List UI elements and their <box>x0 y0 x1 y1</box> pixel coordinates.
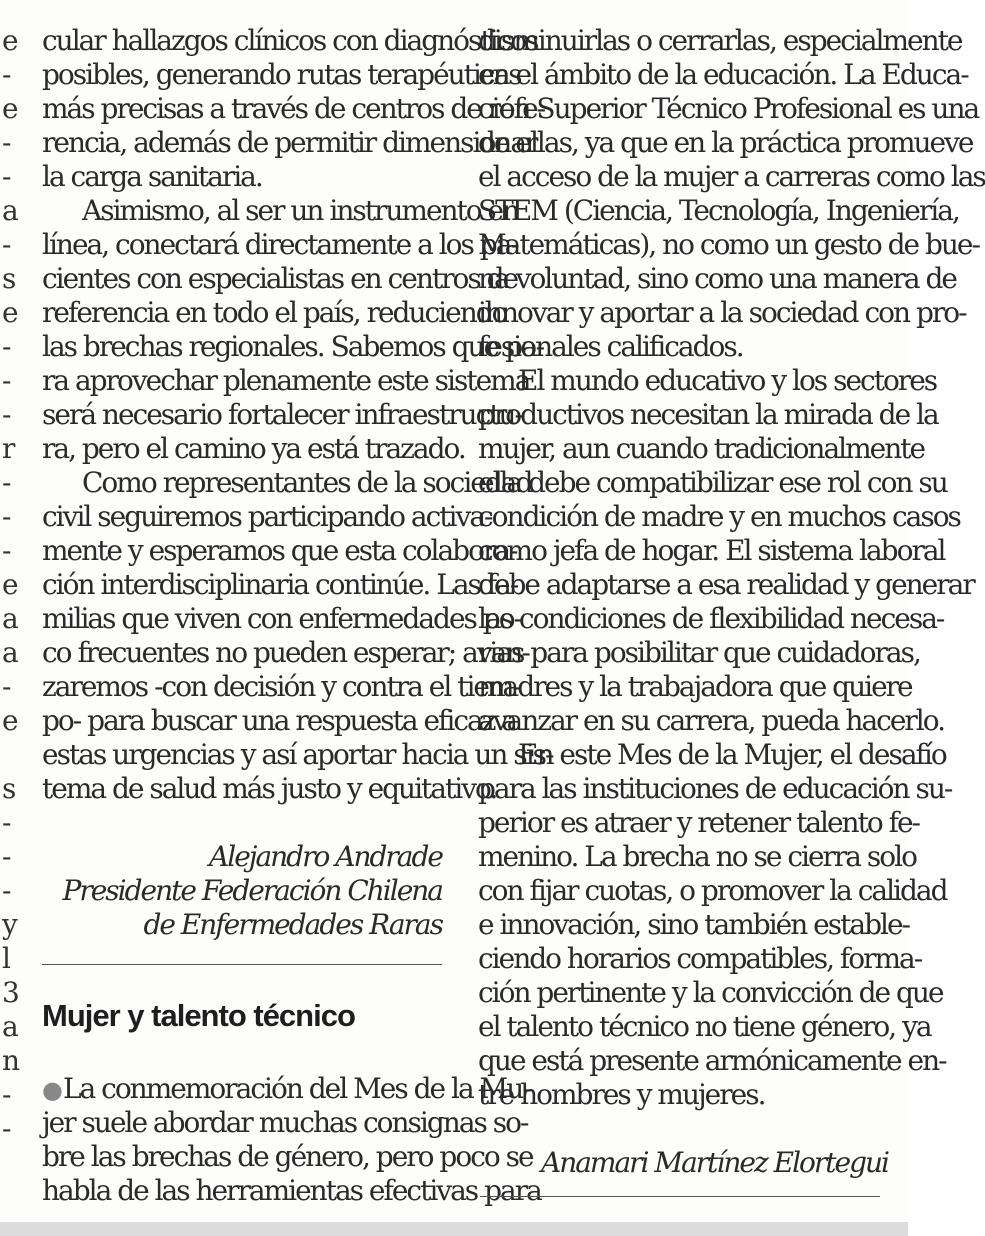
body-line: ●La conmemoración del Mes de la Mu- <box>42 1072 530 1105</box>
body-line: más precisas a través de centros de refe- <box>42 92 545 125</box>
body-line: rencia, además de permitir dimensionar <box>42 126 537 159</box>
body-line: como jefa de hogar. El sistema laboral <box>478 534 945 567</box>
edge-fragment: - <box>2 398 12 431</box>
body-line: ra, pero el camino ya está trazado. <box>42 432 465 465</box>
edge-fragment: - <box>2 126 12 159</box>
section-divider <box>480 1196 880 1197</box>
body-line: mujer, aun cuando tradicionalmente <box>478 432 925 465</box>
edge-fragment: - <box>2 534 12 567</box>
article-column-middle <box>42 24 553 942</box>
body-line: fesionales calificados. <box>478 330 743 363</box>
body-line: tema de salud más justo y equitativo. <box>42 772 497 805</box>
edge-fragment: - <box>2 330 12 363</box>
edge-fragment: e <box>2 568 19 601</box>
body-line: debe adaptarse a esa realidad y generar <box>478 568 974 601</box>
body-line: milias que viven con enfermedades po- <box>42 602 522 635</box>
edge-fragment: e <box>2 92 19 125</box>
edge-fragment: - <box>2 160 12 193</box>
body-line: el talento técnico no tiene género, ya <box>478 1010 931 1043</box>
body-line: ción pertinente y la convicción de que <box>478 976 943 1009</box>
body-line: madres y la trabajadora que quiere <box>478 670 912 703</box>
edge-fragment <box>2 738 18 772</box>
body-line: Como representantes de la sociedad <box>82 466 532 499</box>
body-line: Asimismo, al ser un instrumento en <box>82 194 519 227</box>
edge-fragment: - <box>2 466 12 499</box>
body-line: la carga sanitaria. <box>42 160 262 193</box>
edge-fragment: s <box>2 772 17 805</box>
body-line: mente y esperamos que esta colabora- <box>42 534 517 567</box>
section-divider <box>42 964 442 965</box>
body-line: e innovación, sino también estable- <box>478 908 909 941</box>
body-line: civil seguiremos participando activa- <box>42 500 492 533</box>
author-role: de Enfermedades Raras <box>143 908 442 941</box>
body-line: condición de madre y en muchos casos <box>478 500 960 533</box>
body-line: que está presente armónicamente en- <box>478 1044 946 1077</box>
body-line: productivos necesitan la mirada de la <box>478 398 938 431</box>
edge-fragment: a <box>2 194 19 227</box>
body-line: ciendo horarios compatibles, forma- <box>478 942 922 975</box>
edge-fragment: a <box>2 636 19 669</box>
edge-fragment: a <box>2 1010 19 1043</box>
body-line: innovar y aportar a la sociedad con pro- <box>478 296 966 329</box>
body-line: STEM (Ciencia, Tecnología, Ingeniería, <box>478 194 959 227</box>
edge-fragment: - <box>2 1078 12 1111</box>
body-line: el acceso de la mujer a carreras como las <box>478 160 985 193</box>
edge-fragment: s <box>2 262 17 295</box>
body-line: disminuirlas o cerrarlas, especialmente <box>478 24 962 57</box>
edge-fragment: - <box>2 364 12 397</box>
second-article-start <box>42 1072 541 1208</box>
body-line: ella debe compatibilizar ese rol con su <box>478 466 947 499</box>
body-line: bre las brechas de género, pero poco se <box>42 1140 533 1173</box>
body-line: na voluntad, sino como una manera de <box>478 262 956 295</box>
body-line: En este Mes de la Mujer, el desafío <box>518 738 946 771</box>
article-column-right <box>478 24 985 1180</box>
body-line: Matemáticas), no como un gesto de bue- <box>478 228 979 261</box>
edge-fragment: - <box>2 840 12 873</box>
edge-fragment: - <box>2 1112 12 1145</box>
body-line: línea, conectará directamente a los pa- <box>42 228 518 261</box>
body-line: con fijar cuotas, o promover la calidad <box>478 874 947 907</box>
edge-fragment: - <box>2 874 12 907</box>
body-line: las brechas regionales. Sabemos que pa- <box>42 330 544 363</box>
body-line: perior es atraer y retener talento fe- <box>478 806 919 839</box>
body-line: po- para buscar una respuesta eficaz a <box>42 704 517 737</box>
body-line: cientes con especialistas en centros de <box>42 262 518 295</box>
body-line: ción Superior Técnico Profesional es una <box>478 92 979 125</box>
body-line: avanzar en su carrera, pueda hacerlo. <box>478 704 944 737</box>
edge-fragment: r <box>2 432 16 465</box>
left-edge-fragments <box>2 24 21 1146</box>
body-line: zaremos -con decisión y contra el tiem- <box>42 670 520 703</box>
edge-fragment: - <box>2 58 12 91</box>
author-name: Anamari Martínez Elortegui <box>540 1146 888 1179</box>
body-line: co frecuentes no pueden esperar; avan- <box>42 636 529 669</box>
article-heading: Mujer y talento técnico <box>42 998 355 1033</box>
body-line: en el ámbito de la educación. La Educa- <box>478 58 968 91</box>
edge-fragment: - <box>2 500 12 533</box>
bullet-icon: ● <box>42 1076 61 1104</box>
edge-fragment: a <box>2 602 19 635</box>
body-line: referencia en todo el país, reduciendo <box>42 296 507 329</box>
edge-fragment: 3 <box>2 976 20 1009</box>
scan-bottom-edge <box>0 1222 908 1236</box>
body-line: habla de las herramientas efectivas para <box>42 1174 541 1207</box>
edge-fragment: l <box>2 942 11 975</box>
edge-fragment: e <box>2 24 19 57</box>
body-line: jer suele abordar muchas consignas so- <box>42 1106 528 1139</box>
edge-fragment: - <box>2 228 12 261</box>
body-line: estas urgencias y así aportar hacia un sis- <box>42 738 553 771</box>
body-line: las condiciones de flexibilidad necesa- <box>478 602 944 635</box>
edge-fragment: n <box>2 1044 21 1077</box>
author-role: Presidente Federación Chilena <box>62 874 442 907</box>
body-line: para las instituciones de educación su- <box>478 772 952 805</box>
body-line: será necesario fortalecer infraestructu- <box>42 398 523 431</box>
edge-fragment: y <box>2 908 18 941</box>
edge-fragment: - <box>2 806 12 839</box>
edge-fragment: - <box>2 670 12 703</box>
body-line: tre hombres y mujeres. <box>478 1078 765 1111</box>
body-line: posibles, generando rutas terapéuticas <box>42 58 521 91</box>
author-name: Alejandro Andrade <box>209 840 442 873</box>
body-line: ra aprovechar plenamente este sistema <box>42 364 530 397</box>
body-line: rias para posibilitar que cuidadoras, <box>478 636 920 669</box>
body-line: cular hallazgos clínicos con diagnósticos <box>42 24 538 57</box>
edge-fragment: e <box>2 704 19 737</box>
edge-fragment: e <box>2 296 19 329</box>
body-line: de ellas, ya que en la práctica promueve <box>478 126 973 159</box>
body-line: ción interdisciplinaria continúe. Las fa- <box>42 568 518 601</box>
body-line: menino. La brecha no se cierra solo <box>478 840 916 873</box>
body-line: El mundo educativo y los sectores <box>518 364 937 397</box>
